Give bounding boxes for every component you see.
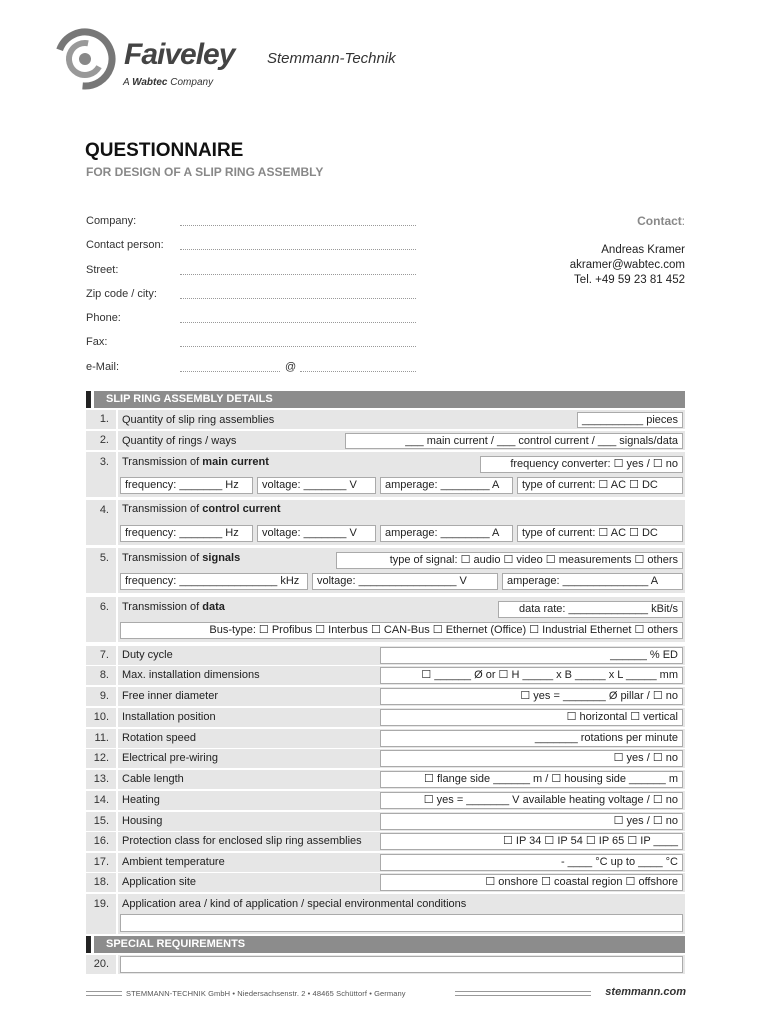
bus-type-field[interactable]: Bus-type: ☐ Profibus ☐ Interbus ☐ CAN-Bus ☐ Ethernet (Office) ☐ Industrial Ethernet ☐ others bbox=[120, 622, 683, 639]
row-label: Transmission of main current bbox=[122, 456, 269, 468]
row-label: Free inner diameter bbox=[122, 690, 218, 702]
email-label: e-Mail: bbox=[86, 361, 120, 373]
protection-class-field[interactable]: ☐ IP 34 ☐ IP 54 ☐ IP 65 ☐ IP ____ bbox=[380, 833, 683, 850]
rotation-speed-field[interactable]: _______ rotations per minute bbox=[380, 730, 683, 747]
footer-rule-left bbox=[86, 995, 122, 996]
row-label: Ambient temperature bbox=[122, 856, 225, 868]
footer-address: STEMMANN-TECHNIK GmbH • Niedersachsenstr. 2 • 48465 Schüttorf • Germany bbox=[126, 989, 406, 998]
main-current-type-field[interactable]: type of current: ☐ AC ☐ DC bbox=[517, 477, 683, 494]
contact-name: Andreas Kramer bbox=[601, 244, 685, 256]
row-number: 13. bbox=[86, 770, 116, 789]
special-requirements-field[interactable] bbox=[120, 956, 683, 973]
signal-voltage-field[interactable]: voltage: ________________ V bbox=[312, 573, 498, 590]
zip-city-label: Zip code / city: bbox=[86, 288, 157, 300]
installation-position-field[interactable]: ☐ horizontal ☐ vertical bbox=[380, 709, 683, 726]
email-domain-field[interactable] bbox=[300, 370, 416, 372]
control-voltage-field[interactable]: voltage: _______ V bbox=[257, 525, 376, 542]
inner-diameter-field[interactable]: ☐ yes = _______ Ø pillar / ☐ no bbox=[380, 688, 683, 705]
brand-tagline: A Wabtec Company bbox=[123, 77, 214, 88]
application-area-field[interactable] bbox=[120, 914, 683, 932]
control-current-type-field[interactable]: type of current: ☐ AC ☐ DC bbox=[517, 525, 683, 542]
pre-wiring-field[interactable]: ☐ yes / ☐ no bbox=[380, 750, 683, 767]
row-number: 16. bbox=[86, 832, 116, 851]
ambient-temperature-field[interactable]: - ____ °C up to ____ °C bbox=[380, 854, 683, 871]
row-number: 1. bbox=[86, 410, 116, 429]
row-label: Housing bbox=[122, 815, 163, 827]
row-label: Rotation speed bbox=[122, 732, 196, 744]
signal-amperage-field[interactable]: amperage: ______________ A bbox=[502, 573, 683, 590]
contact-heading: Contact: bbox=[637, 214, 685, 228]
row-number: 18. bbox=[86, 873, 116, 892]
row-number: 15. bbox=[86, 812, 116, 831]
street-label: Street: bbox=[86, 264, 119, 276]
section-header-details: SLIP RING ASSEMBLY DETAILS bbox=[94, 391, 685, 408]
control-amperage-field[interactable]: amperage: ________ A bbox=[380, 525, 513, 542]
row-label: Installation position bbox=[122, 711, 216, 723]
zip-city-field[interactable] bbox=[180, 297, 416, 299]
brand-sub: Stemmann-Technik bbox=[267, 50, 396, 67]
row-number: 10. bbox=[86, 708, 116, 727]
row-label: Protection class for enclosed slip ring assemblies bbox=[122, 835, 362, 847]
footer-rule-left bbox=[86, 991, 122, 992]
row-label: Transmission of control current bbox=[122, 503, 281, 515]
company-field[interactable] bbox=[180, 224, 416, 226]
row-number: 11. bbox=[86, 729, 116, 748]
contact-person-field[interactable] bbox=[180, 248, 416, 250]
control-frequency-field[interactable]: frequency: _______ Hz bbox=[120, 525, 253, 542]
phone-label: Phone: bbox=[86, 312, 121, 324]
contact-email: akramer@wabtec.com bbox=[569, 259, 685, 271]
main-voltage-field[interactable]: voltage: _______ V bbox=[257, 477, 376, 494]
row-number: 14. bbox=[86, 791, 116, 810]
row-label: Application site bbox=[122, 876, 196, 888]
cable-length-field[interactable]: ☐ flange side ______ m / ☐ housing side ______ m bbox=[380, 771, 683, 788]
row-number: 8. bbox=[86, 666, 116, 685]
row-number: 5. bbox=[86, 548, 116, 593]
application-site-field[interactable]: ☐ onshore ☐ coastal region ☐ offshore bbox=[380, 874, 683, 891]
footer-rule-right bbox=[455, 991, 591, 992]
heating-field[interactable]: ☐ yes = _______ V available heating voltage / ☐ no bbox=[380, 792, 683, 809]
row-number: 19. bbox=[86, 894, 116, 934]
footer-rule-right bbox=[455, 995, 591, 996]
contact-phone: Tel. +49 59 23 81 452 bbox=[574, 274, 685, 286]
section-marker bbox=[86, 391, 91, 408]
row-label: Max. installation dimensions bbox=[122, 669, 260, 681]
row-label: Heating bbox=[122, 794, 160, 806]
row-label: Application area / kind of application / special environmental conditions bbox=[122, 898, 467, 910]
section-marker bbox=[86, 936, 91, 953]
row-label: Electrical pre-wiring bbox=[122, 752, 218, 764]
email-at-sign: @ bbox=[285, 361, 297, 373]
row-label: Transmission of signals bbox=[122, 552, 241, 564]
page-subtitle: FOR DESIGN OF A SLIP RING ASSEMBLY bbox=[86, 165, 324, 179]
row-label: Cable length bbox=[122, 773, 184, 785]
page-title: QUESTIONNAIRE bbox=[85, 140, 244, 161]
row-label: Quantity of rings / ways bbox=[122, 435, 237, 447]
row-number: 20. bbox=[86, 955, 116, 974]
frequency-converter-field[interactable]: frequency converter: ☐ yes / ☐ no bbox=[480, 456, 683, 473]
main-frequency-field[interactable]: frequency: _______ Hz bbox=[120, 477, 253, 494]
row-number: 9. bbox=[86, 687, 116, 706]
signal-type-field[interactable]: type of signal: ☐ audio ☐ video ☐ measurements ☐ others bbox=[336, 552, 683, 569]
housing-field[interactable]: ☐ yes / ☐ no bbox=[380, 813, 683, 830]
data-rate-field[interactable]: data rate: _____________ kBit/s bbox=[498, 601, 683, 618]
quantity-rings-field[interactable]: ___ main current / ___ control current / ___ signals/data bbox=[345, 433, 683, 449]
faiveley-logo-icon bbox=[54, 28, 116, 90]
company-label: Company: bbox=[86, 215, 137, 227]
phone-field[interactable] bbox=[180, 321, 416, 323]
row-number: 6. bbox=[86, 597, 116, 642]
installation-dimensions-field[interactable]: ☐ ______ Ø or ☐ H _____ x B _____ x L _____ mm bbox=[380, 667, 683, 684]
duty-cycle-field[interactable]: ______ % ED bbox=[380, 647, 683, 664]
row-number: 3. bbox=[86, 452, 116, 497]
street-field[interactable] bbox=[180, 273, 416, 275]
row-number: 2. bbox=[86, 431, 116, 450]
fax-label: Fax: bbox=[86, 336, 108, 348]
row-label: Duty cycle bbox=[122, 649, 173, 661]
email-user-field[interactable] bbox=[180, 370, 280, 372]
row-label: Transmission of data bbox=[122, 601, 225, 613]
fax-field[interactable] bbox=[180, 345, 416, 347]
main-amperage-field[interactable]: amperage: ________ A bbox=[380, 477, 513, 494]
row-number: 4. bbox=[86, 500, 116, 545]
row-number: 12. bbox=[86, 749, 116, 768]
brand-name: Faiveley bbox=[124, 38, 235, 71]
footer-url[interactable]: stemmann.com bbox=[605, 986, 686, 998]
signal-frequency-field[interactable]: frequency: ________________ kHz bbox=[120, 573, 308, 590]
row-number: 7. bbox=[86, 646, 116, 665]
quantity-assemblies-field[interactable]: __________ pieces bbox=[577, 412, 683, 428]
row-number: 17. bbox=[86, 853, 116, 872]
contact-person-label: Contact person: bbox=[86, 239, 164, 251]
row-label: Quantity of slip ring assemblies bbox=[122, 414, 275, 426]
section-header-special: SPECIAL REQUIREMENTS bbox=[94, 936, 685, 953]
